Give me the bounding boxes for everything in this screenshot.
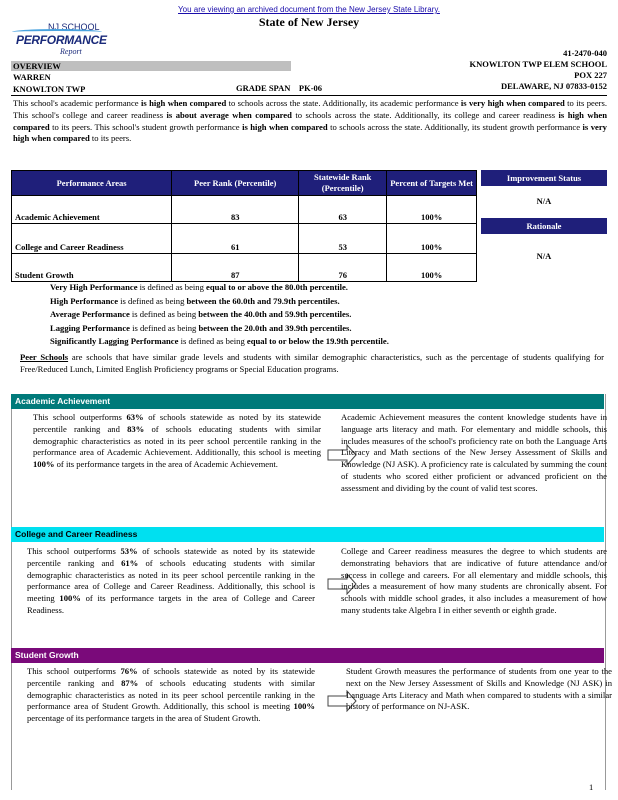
col-header: Performance Areas	[12, 171, 172, 196]
section-academic-achievement-title: Academic Achievement	[11, 394, 604, 409]
address-line1: POX 227	[574, 70, 607, 80]
summary-text: of schools educating students with similar demographic characteristics as noted in its peer school percentile ranking in the performance area of College and Career Readiness. Additionally, this school is meeting	[27, 557, 315, 604]
performance-table	[11, 170, 477, 282]
peer-rank-cell: 61	[172, 224, 299, 254]
intro-text: to its peers. This school's college and career readiness	[13, 98, 607, 120]
col-header: Percent of Targets Met	[387, 171, 477, 196]
summary-text: percentage of its performance targets in the area of Student Growth.	[27, 713, 261, 724]
peer-schools-text: are schools that have similar grade levels and students with similar demographic characteristics, such as the percentage of students qualifying for Free/Reduced Lunch, Limited English Proficiency programs or Special Education programs.	[20, 352, 605, 374]
statewide-rank-cell: 76	[299, 254, 387, 282]
section-label: OVERVIEW	[11, 61, 291, 71]
table-row	[12, 254, 477, 282]
table-header-row	[12, 171, 477, 196]
definition-range: between the 40.0th and 59.9th percentiles.	[198, 309, 352, 319]
definition-term: Very High Performance	[50, 282, 138, 292]
definition-range: equal to or below the 19.9th percentile.	[246, 336, 389, 346]
definition-range: equal to or above the 80.0th percentile.	[206, 282, 348, 292]
header-rule	[11, 95, 607, 96]
definition-item	[50, 322, 490, 336]
intro-text: to schools across the state. Additionally, its student growth performance	[327, 121, 583, 132]
definition-item	[50, 295, 490, 309]
intro-text: to schools across the state. Additionally, its academic performance	[226, 98, 461, 108]
definition-range: between the 60.0th and 79.9th percentiles.	[186, 295, 340, 306]
definition-text: is defined as being	[129, 322, 199, 333]
nj-school-performance-logo	[12, 22, 107, 60]
statewide-rank-cell: 53	[299, 224, 387, 254]
summary-text: of schools statewide as noted by its statewide percentile ranking and	[27, 546, 315, 568]
summary-text: of schools educating students with similar demographic characteristics as noted in its peer school percentile ranking in the performance area of Academic Achievement. Additionally, this school is meeting	[33, 423, 321, 458]
grade-span	[236, 83, 322, 94]
definition-text: is defined as being	[118, 295, 187, 306]
intro-rating: is high when compared	[13, 109, 607, 132]
intro-rating: is very high when compared	[13, 121, 607, 144]
performance-definitions	[50, 281, 490, 349]
summary-text: This school outperforms	[27, 546, 121, 556]
section-student-growth-title: Student Growth	[11, 648, 604, 663]
college-career-description: College and Career readiness measures the degree to which students are demonstrating behaviors that are indicative of future attendance and/or success in college and careers. For all elementary and middle schools, this includes a measurement of how many students are chronically absent. For schools with middle school grades, it also includes a measurement of how many students take Algebra I in either seventh or eighth grade.	[341, 546, 607, 615]
rationale-value: N/A	[536, 251, 552, 261]
logo-line2: PERFORMANCE	[16, 33, 107, 47]
summary-value: 61%	[121, 557, 139, 568]
intro-rating: is high when compared	[140, 98, 227, 108]
definition-text: is defined as being	[137, 282, 207, 292]
definition-item	[50, 335, 490, 349]
summary-value: 53%	[120, 546, 138, 556]
targets-cell: 100%	[387, 254, 477, 282]
district: WARREN	[13, 72, 51, 82]
targets-cell: 100%	[387, 196, 477, 224]
summary-text: This school outperforms	[27, 666, 121, 676]
definition-item	[50, 281, 490, 295]
intro-rating: is high when compared	[242, 121, 328, 132]
summary-text: of its performance targets in the area of College and Career Readiness.	[27, 593, 315, 615]
summary-text: of schools statewide as noted by its statewide percentile ranking and	[33, 412, 321, 434]
summary-value: 100%	[59, 593, 81, 604]
summary-text: of schools statewide as noted by its statewide percentile ranking and	[27, 666, 315, 688]
targets-cell: 100%	[387, 224, 477, 254]
summary-value: 83%	[127, 423, 145, 434]
grade-span-value: PK-06	[298, 83, 323, 93]
summary-value: 100%	[293, 701, 315, 712]
summary-text: of schools educating students with similar demographic characteristics as noted in its peer school percentile ranking in the performance area of Student Growth. Additionally, this school is meeting	[27, 677, 315, 712]
academic-achievement-description: Academic Achievement measures the content knowledge students have in language arts literacy and math. For elementary and middle schools, this includes measures of the school's proficiency rate on both the Language Arts Literacy and Math sections of the New Jersey Assessment of Skills and Knowledge (NJ ASK). A proficiency rate is calculated by summing the count of students who scored either proficient or advanced proficient on the assessment and dividing by the count of valid test scores.	[341, 412, 607, 493]
address-line2: DELAWARE, NJ 07833-0152	[500, 81, 607, 91]
summary-value: 76%	[120, 666, 138, 676]
definition-range: between the 20.0th and 39.9th percentiles.	[198, 322, 352, 333]
definition-term: Significantly Lagging Performance	[50, 336, 179, 346]
table-row	[12, 196, 477, 224]
academic-achievement-summary	[33, 412, 321, 471]
area-cell: Student Growth	[12, 254, 172, 282]
improvement-status-label: Improvement Status	[481, 170, 607, 186]
student-growth-description: Student Growth measures the performance of students from one year to the next on the New Jersey Assessment of Skills and Knowledge (NJ ASK) in Language Arts Literacy and Math when compared to students with a similar history of performance on NJ-ASK.	[346, 666, 612, 712]
intro-text: to its peers. This school's student growth performance	[49, 121, 243, 132]
definition-term: High Performance	[50, 295, 119, 306]
grade-span-label: GRADE SPAN	[236, 83, 291, 93]
peer-schools-note	[20, 351, 604, 375]
definition-term: Lagging Performance	[50, 322, 130, 333]
col-header: Peer Rank (Percentile)	[172, 171, 299, 196]
section-college-career-title: College and Career Readiness	[11, 527, 604, 542]
school-name: KNOWLTON TWP ELEM SCHOOL	[469, 59, 607, 69]
col-header: Statewide Rank (Percentile)	[299, 171, 387, 196]
state-title: State of New Jersey	[258, 15, 360, 29]
logo-line3: Report	[60, 47, 82, 56]
summary-value: 100%	[33, 459, 55, 470]
area-cell: Academic Achievement	[12, 196, 172, 224]
statewide-rank-cell: 63	[299, 196, 387, 224]
student-growth-summary	[27, 666, 315, 725]
college-career-summary	[27, 546, 315, 617]
table-row	[12, 224, 477, 254]
definition-term: Average Performance	[50, 309, 130, 319]
rationale-label: Rationale	[481, 218, 607, 234]
town: KNOWLTON TWP	[13, 84, 86, 94]
summary-value: 63%	[126, 412, 144, 422]
school-code: 41-2470-040	[563, 48, 607, 58]
intro-summary	[13, 98, 607, 145]
school-info	[469, 48, 607, 92]
logo-line1: NJ SCHOOL	[48, 22, 100, 32]
intro-rating: is very high when compared	[460, 98, 565, 108]
intro-rating: is about average when compared	[166, 109, 292, 120]
intro-text: This school's academic performance	[13, 98, 141, 108]
definition-text: is defined as being	[178, 336, 247, 346]
intro-text: to its peers.	[89, 133, 132, 144]
peer-rank-cell: 87	[172, 254, 299, 282]
summary-text: This school outperforms	[33, 412, 127, 422]
intro-text: to schools across the state. Additionally, its college and career readiness	[291, 109, 559, 120]
definition-text: is defined as being	[129, 309, 199, 319]
peer-rank-cell: 83	[172, 196, 299, 224]
area-cell: College and Career Readiness	[12, 224, 172, 254]
page-number: 1	[589, 782, 594, 792]
peer-schools-term: Peer Schools	[20, 352, 69, 362]
summary-value: 87%	[121, 677, 139, 688]
definition-item	[50, 308, 490, 322]
archive-notice-link[interactable]: You are viewing an archived document from the New Jersey State Library.	[178, 5, 440, 14]
improvement-status-value: N/A	[536, 196, 552, 206]
summary-text: of its performance targets in the area of Academic Achievement.	[54, 459, 278, 470]
